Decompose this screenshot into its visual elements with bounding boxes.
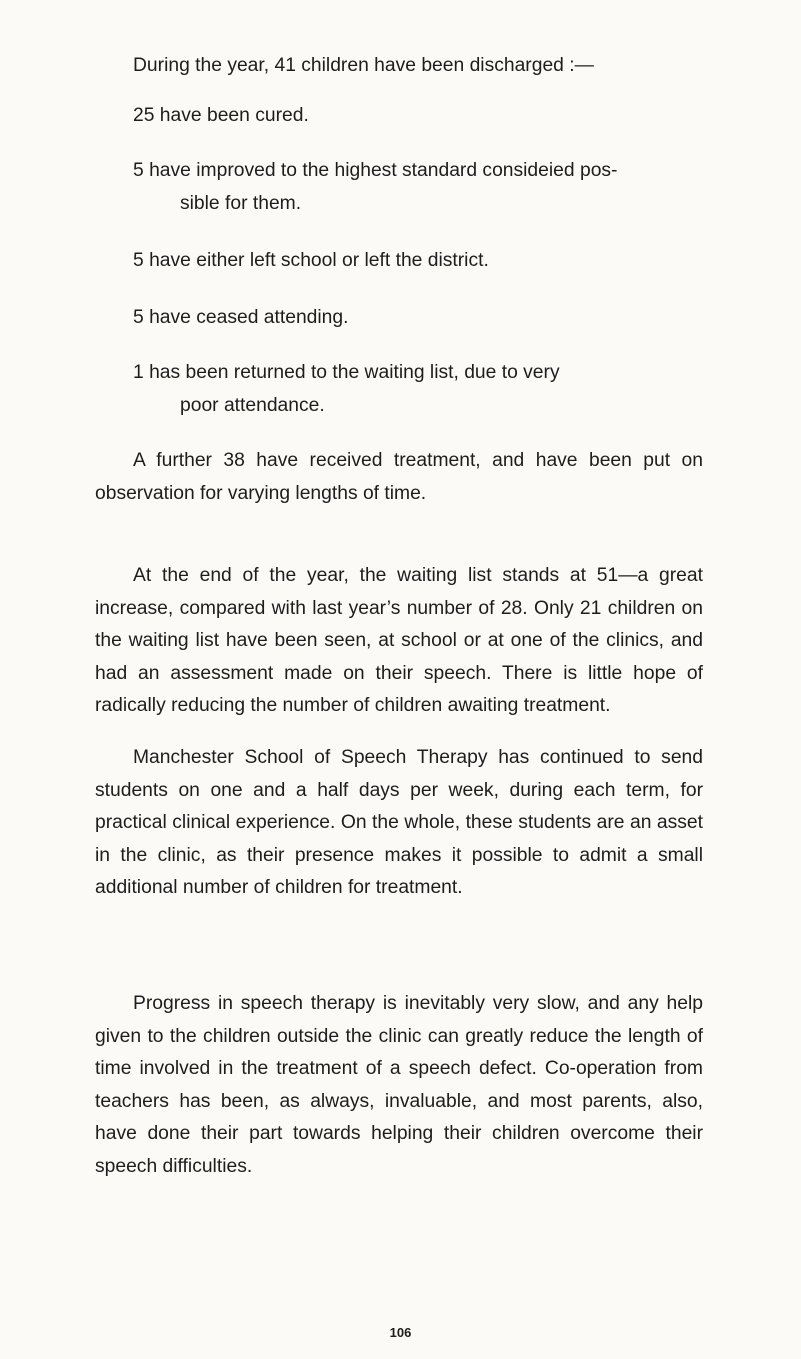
list-item: 5 have either left school or left the district.: [133, 250, 489, 271]
paragraph-progress: Progress in speech therapy is inevitably very slow, and any help given to the children outside the clinic can greatly reduce the length of time involved in the treatment of a speech defect. Co-operation from teachers has been, as always, invaluable, and most parents, also, have done their part towards helping their children overcome their speech difficulties.: [95, 993, 703, 1177]
intro-line: During the year, 41 children have been discharged :—: [133, 55, 594, 76]
list-item-continuation: poor attendance.: [180, 395, 325, 416]
list-item-continuation: sible for them.: [180, 193, 302, 214]
list-item: 25 have been cured.: [133, 105, 309, 126]
list-item: 5 have improved to the highest standard consideied pos-: [133, 160, 618, 181]
page-number: 106: [389, 1325, 412, 1340]
list-item: 5 have ceased attending.: [133, 307, 349, 328]
paragraph-students: Manchester School of Speech Therapy has continued to send students on one and a half days per week, during each term, for practical clinical experience. On the whole, these students are an asset in the clinic, as their presence makes it possible to admit a small additional number of children for treatment.: [95, 747, 703, 899]
paragraph-waiting-list: At the end of the year, the waiting list stands at 51—a great increase, compared with last year’s number of 28. Only 21 children on the waiting list have been seen, at school or at one of the clinics, and had an assessment made on their speech. There is little hope of radically reducing the number of children awaiting treatment.: [95, 565, 703, 717]
list-item: 1 has been returned to the waiting list, due to very: [133, 362, 560, 383]
paragraph-further-treatment: A further 38 have received treatment, and have been put on observation for varying lengths of time.: [95, 450, 703, 504]
